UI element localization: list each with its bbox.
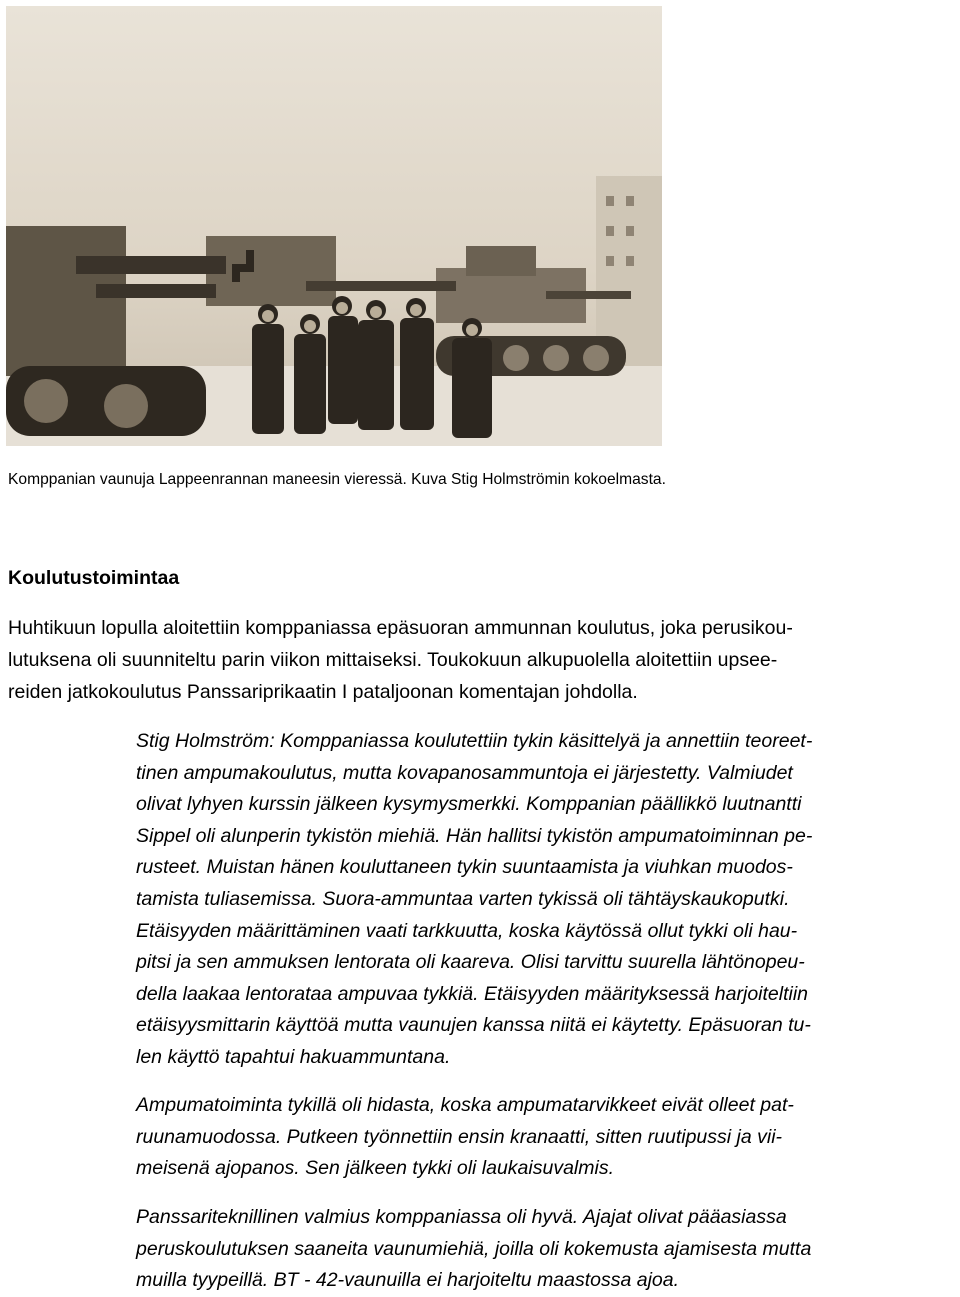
quote-line: peruskoulutuksen saaneita vaunumiehiä, joilla oli kokemusta ajamisesta mutta	[136, 1237, 812, 1260]
quote-line: pitsi ja sen ammuksen lentorata oli kaareva. Olisi tarvittu suurella lähtönopeu-	[136, 951, 805, 974]
quote-line: etäisyysmittarin käyttöä mutta vaunujen kanssa niitä ei käytetty. Epäsuoran tu-	[136, 1014, 811, 1037]
photo-tanks-and-crew	[6, 6, 662, 446]
quote-line: Etäisyyden määrittäminen vaati tarkkuutta, koska käytössä ollut tykki oli hau-	[136, 919, 798, 942]
quote-line: tamista tuliasemissa. Suora-ammuntaa varten tykissä oli tähtäyskaukoputki.	[136, 887, 790, 910]
quote-line: len käyttö tapahtui hakuammuntana.	[136, 1045, 451, 1068]
intro-line: Huhtikuun lopulla aloitettiin komppaniassa epäsuoran ammunnan koulutus, joka perusikou-	[8, 617, 793, 639]
quote-line: Panssariteknillinen valmius komppaniassa oli hyvä. Ajajat olivat pääasiassa	[136, 1206, 787, 1228]
quote-line: meisenä ajopanos. Sen jälkeen tykki oli laukaisuvalmis.	[136, 1157, 614, 1180]
quote-line: muilla tyypeillä. BT - 42-vaunuilla ei harjoiteltu maastossa ajoa.	[136, 1269, 680, 1292]
quote-line: Sippel oli alunperin tykistön miehiä. Hän hallitsi tykistön ampumatoiminnan pe-	[136, 824, 813, 847]
photo-illustration	[6, 6, 662, 446]
quote-line: tinen ampumakoulutus, mutta kovapanosammuntoja ei järjestetty. Valmiudet	[136, 761, 793, 784]
quote-paragraph-holmstrom	[136, 726, 956, 1074]
section-heading: Koulutustoimintaa	[8, 567, 180, 589]
quote-line: ruunamuodossa. Putkeen työnnettiin ensin kranaatti, sitten ruutipussi ja vii-	[136, 1125, 783, 1148]
intro-paragraph	[8, 612, 958, 708]
quote-line: rusteet. Muistan hänen kouluttaneen tykin suuntaamista ja viuhkan muodos-	[136, 856, 793, 879]
intro-line: lutuksena oli suunniteltu parin viikon mittaiseksi. Toukokuun alkupuolella aloitettiin upsee-	[8, 649, 778, 671]
quote-line: Ampumatoiminta tykillä oli hidasta, koska ampumatarvikkeet eivät olleet pat-	[136, 1094, 794, 1116]
quote-line: olivat lyhyen kurssin jälkeen kysymysmerkki. Komppanian päällikkö luutnantti	[136, 793, 802, 816]
intro-line: reiden jatkokoulutus Panssariprikaatin I pataljoonan komentajan johdolla.	[8, 681, 638, 703]
quote-line: Stig Holmström: Komppaniassa koulutettiin tykin käsittelyä ja annettiin teoreet-	[136, 730, 813, 752]
quote-line: della laakaa lentorataa ampuvaa tykkiä. Etäisyyden määrityksessä harjoiteltiin	[136, 982, 809, 1005]
quote-paragraph-firing	[136, 1090, 956, 1185]
photo-caption: Komppanian vaunuja Lappeenrannan maneesin vieressä. Kuva Stig Holmströmin kokoelmasta.	[8, 471, 666, 488]
quote-paragraph-readiness	[136, 1202, 956, 1297]
